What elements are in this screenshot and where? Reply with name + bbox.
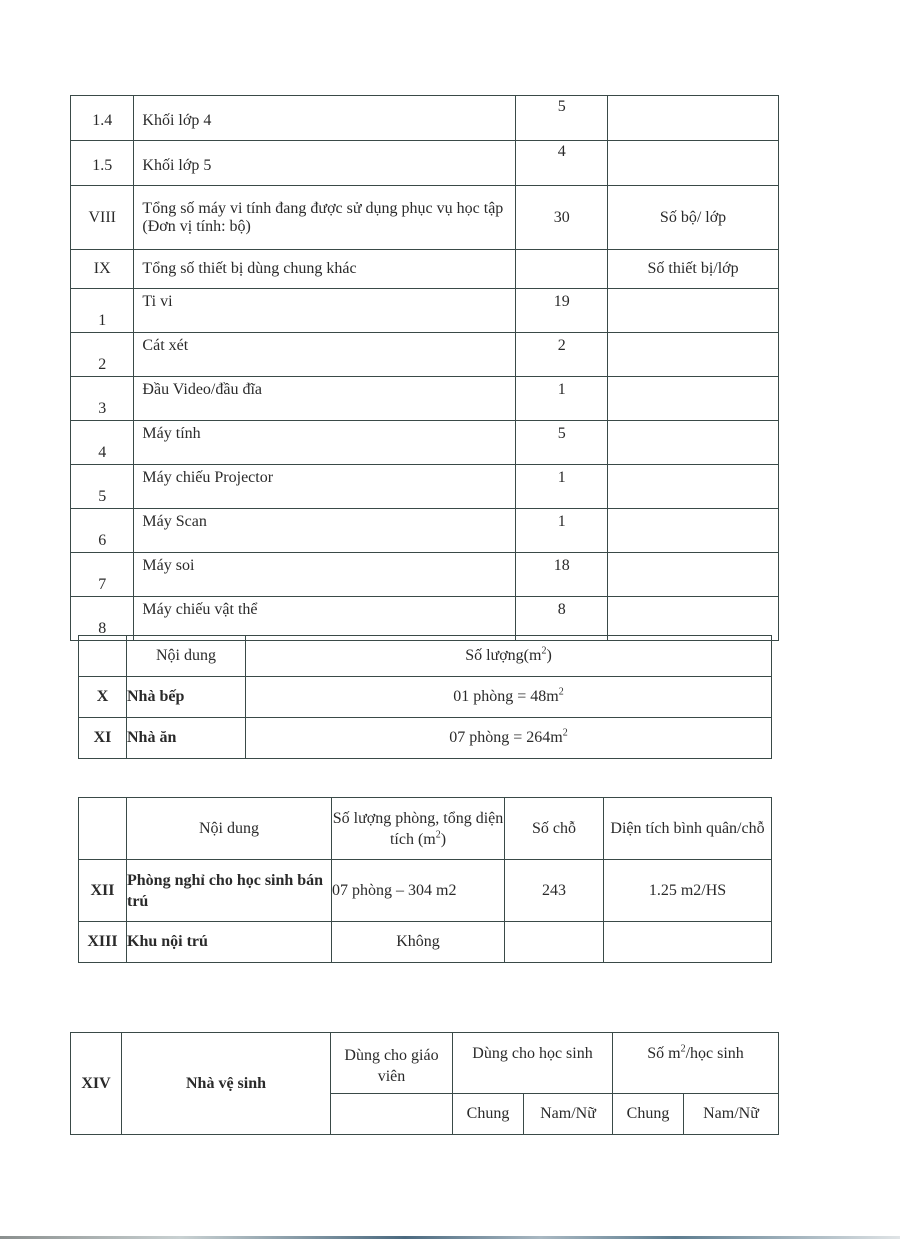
- superscript: 2: [435, 829, 441, 841]
- row-number: XI: [79, 718, 127, 759]
- row-description: Khối lớp 4: [134, 96, 516, 141]
- table-row: [79, 922, 772, 963]
- table-row: [71, 333, 779, 377]
- row-number: 5: [71, 465, 134, 509]
- row-description: Máy chiếu vật thể: [134, 597, 516, 641]
- row-number: 7: [71, 553, 134, 597]
- row-unit: [608, 553, 779, 597]
- header-content-cell: Nội dung: [127, 636, 246, 677]
- header-rooms-text: Số lượng phòng, tổng diện tích (m: [332, 809, 504, 848]
- row-description: Nhà bếp: [127, 677, 246, 718]
- subheader-male-female: Nam/Nữ: [684, 1094, 779, 1135]
- row-quantity: 1: [516, 377, 608, 421]
- header-rooms-end: ): [440, 830, 447, 848]
- row-seats: 243: [505, 860, 604, 922]
- row-unit: [608, 509, 779, 553]
- row-description: Máy soi: [134, 553, 516, 597]
- row-number: 1.4: [71, 96, 134, 141]
- header-quantity-text: Số lượng(m: [465, 647, 542, 664]
- table-row: [71, 186, 779, 250]
- table-header-row: [79, 798, 772, 860]
- table-row: [71, 289, 779, 333]
- header-quantity-end: ): [546, 647, 552, 664]
- row-unit: Số thiết bị/lớp: [608, 250, 779, 289]
- table-row: [71, 597, 779, 641]
- per-student-end: /học sinh: [685, 1045, 744, 1062]
- header-content-cell: Nội dung: [127, 798, 332, 860]
- row-description: Máy Scan: [134, 509, 516, 553]
- superscript: 2: [562, 727, 568, 739]
- row-unit: [608, 597, 779, 641]
- per-student-text: Số m: [647, 1045, 681, 1062]
- row-unit: [608, 465, 779, 509]
- row-unit: [608, 333, 779, 377]
- row-quantity: 1: [516, 465, 608, 509]
- row-quantity: [516, 250, 608, 289]
- row-unit: [608, 141, 779, 186]
- table-row: [71, 141, 779, 186]
- row-seats: [505, 922, 604, 963]
- quantity-text: 01 phòng = 48m: [453, 688, 559, 705]
- row-unit: [608, 289, 779, 333]
- row-unit: [608, 421, 779, 465]
- header-no-cell: [79, 798, 127, 860]
- row-number: XIV: [71, 1033, 122, 1135]
- table-row: [71, 250, 779, 289]
- header-per-student-cell: [613, 1033, 779, 1094]
- row-quantity: 1: [516, 509, 608, 553]
- row-quantity: 30: [516, 186, 608, 250]
- row-number: VIII: [71, 186, 134, 250]
- table-row: [71, 465, 779, 509]
- table-row: [71, 377, 779, 421]
- superscript: 2: [541, 645, 547, 657]
- row-unit: [608, 377, 779, 421]
- header-no-cell: [79, 636, 127, 677]
- row-quantity: 5: [516, 421, 608, 465]
- quantity-text: 07 phòng = 264m: [449, 729, 563, 746]
- kitchen-dining-table: [78, 635, 772, 759]
- row-description: Nhà vệ sinh: [122, 1033, 331, 1135]
- subheader-common: Chung: [613, 1094, 684, 1135]
- row-description: Máy tính: [134, 421, 516, 465]
- row-number: 6: [71, 509, 134, 553]
- table-row: [79, 718, 772, 759]
- header-rooms-cell: [332, 798, 505, 860]
- row-quantity: [246, 718, 772, 759]
- row-number: IX: [71, 250, 134, 289]
- row-description: Tổng số máy vi tính đang được sử dụng phục vụ học tập (Đơn vị tính: bộ): [134, 186, 516, 250]
- row-number: 4: [71, 421, 134, 465]
- row-unit: Số bộ/ lớp: [608, 186, 779, 250]
- table-header-row: [79, 636, 772, 677]
- row-description: Ti vi: [134, 289, 516, 333]
- row-number: X: [79, 677, 127, 718]
- scan-edge-line: [0, 1236, 900, 1239]
- table-row: [71, 421, 779, 465]
- row-description: Khu nội trú: [127, 922, 332, 963]
- row-description: Khối lớp 5: [134, 141, 516, 186]
- row-description: Cát xét: [134, 333, 516, 377]
- table-row: [71, 509, 779, 553]
- header-teacher-cell: Dùng cho giáo viên: [331, 1033, 453, 1094]
- row-description: Máy chiếu Projector: [134, 465, 516, 509]
- row-quantity: 5: [516, 96, 608, 141]
- teacher-value-cell: [331, 1094, 453, 1135]
- row-number: 1.5: [71, 141, 134, 186]
- header-quantity-cell: [246, 636, 772, 677]
- superscript: 2: [680, 1043, 686, 1055]
- row-rooms: Không: [332, 922, 505, 963]
- row-quantity: 19: [516, 289, 608, 333]
- row-description: Tổng số thiết bị dùng chung khác: [134, 250, 516, 289]
- row-avg: [604, 922, 772, 963]
- row-number: XII: [79, 860, 127, 922]
- row-quantity: 4: [516, 141, 608, 186]
- row-quantity: 8: [516, 597, 608, 641]
- row-number: 3: [71, 377, 134, 421]
- row-description: Phòng nghỉ cho học sinh bán trú: [127, 860, 332, 922]
- superscript: 2: [558, 686, 564, 698]
- row-number: 8: [71, 597, 134, 641]
- header-seats-cell: Số chỗ: [505, 798, 604, 860]
- row-number: 2: [71, 333, 134, 377]
- subheader-male-female: Nam/Nữ: [524, 1094, 613, 1135]
- row-unit: [608, 96, 779, 141]
- row-number: 1: [71, 289, 134, 333]
- table-row: [71, 96, 779, 141]
- row-quantity: 2: [516, 333, 608, 377]
- row-number: XIII: [79, 922, 127, 963]
- row-quantity: [246, 677, 772, 718]
- row-avg: 1.25 m2/HS: [604, 860, 772, 922]
- row-description: Nhà ăn: [127, 718, 246, 759]
- row-description: Đầu Video/đầu đĩa: [134, 377, 516, 421]
- header-avg-cell: Diện tích bình quân/chỗ: [604, 798, 772, 860]
- table-row: [79, 677, 772, 718]
- table-header-row: [71, 1033, 779, 1094]
- rest-room-table: [78, 797, 772, 963]
- table-row: [71, 553, 779, 597]
- row-quantity: 18: [516, 553, 608, 597]
- subheader-common: Chung: [453, 1094, 524, 1135]
- table-row: [79, 860, 772, 922]
- header-student-cell: Dùng cho học sinh: [453, 1033, 613, 1094]
- row-rooms: 07 phòng – 304 m2: [332, 860, 505, 922]
- toilet-table: [70, 1032, 779, 1135]
- equipment-table: [70, 95, 779, 641]
